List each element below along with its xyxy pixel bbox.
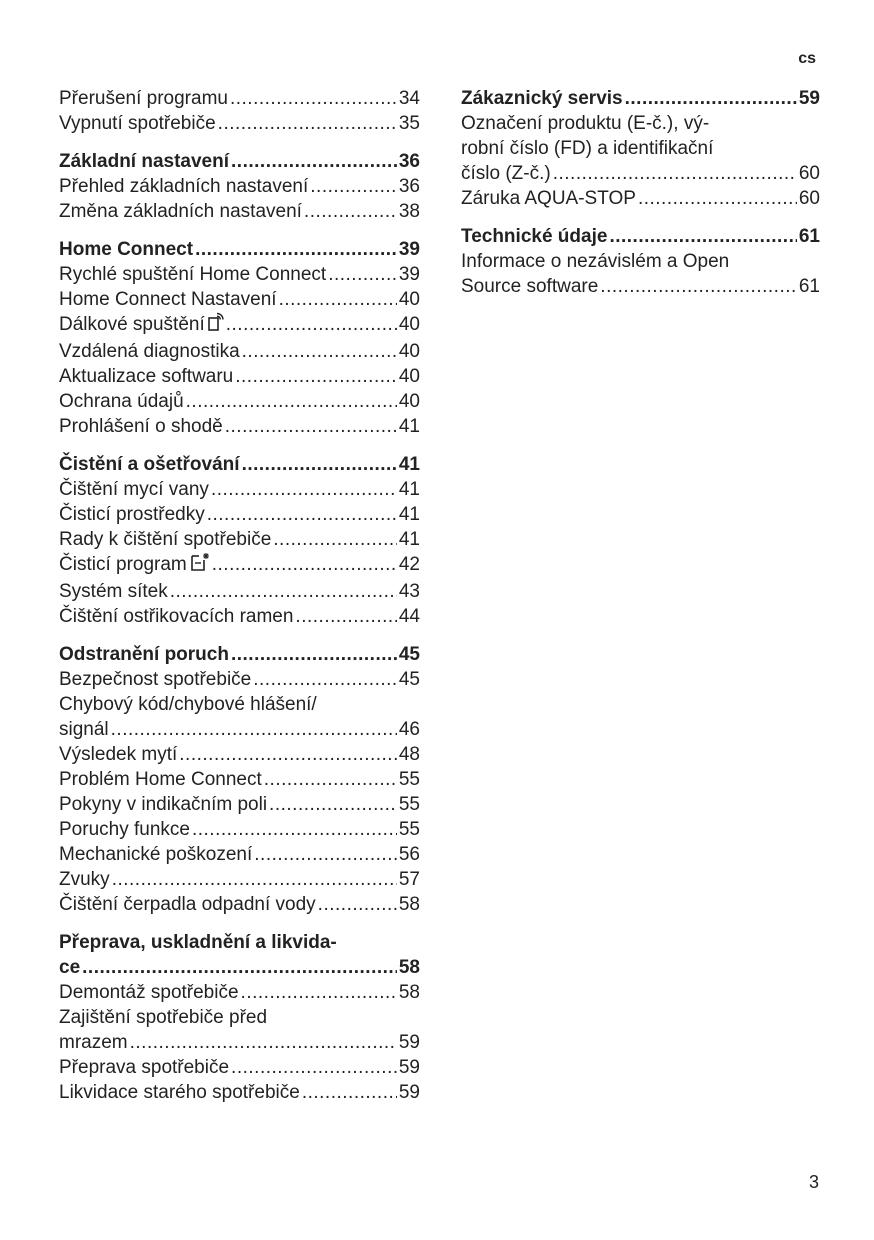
toc-page-number: 41 [398, 529, 420, 550]
dot-leader [179, 742, 397, 767]
toc-entry-ochrana-udaju[interactable] [59, 389, 420, 414]
toc-entry-demontaz-spotrebice[interactable] [59, 980, 420, 1005]
toc-entry-title: Dálkové spuštění [59, 314, 205, 335]
toc-page-number: 57 [398, 869, 420, 890]
toc-entry-title: ce [59, 957, 81, 978]
toc-page-number: 59 [398, 1032, 420, 1053]
dot-leader [186, 389, 397, 414]
toc-entry-title: Odstranění poruch [59, 644, 229, 665]
toc-page-number: 41 [398, 416, 420, 437]
toc-entry-dalkove-spusteni[interactable] [59, 312, 420, 339]
toc-page-number: 58 [398, 894, 420, 915]
dot-leader [225, 414, 397, 439]
toc-entry-zaruka-aqua-stop[interactable] [461, 186, 820, 211]
toc-page-number: 48 [398, 744, 420, 765]
dot-leader [195, 237, 397, 262]
dot-leader [82, 955, 397, 980]
dot-leader [242, 339, 397, 364]
toc-entry-title: Likvidace starého spotřebiče [59, 1082, 300, 1103]
dot-leader [218, 111, 397, 136]
toc-entry-title: Čisticí prostředky [59, 504, 205, 525]
toc-entry-poruchy-funkce[interactable] [59, 817, 420, 842]
toc-entry-title-line: Informace o nezávislém a Open [461, 251, 730, 272]
toc-page-number: 61 [798, 226, 820, 247]
dot-leader [600, 274, 797, 299]
toc-page-number: 41 [398, 504, 420, 525]
toc-page-number: 55 [398, 794, 420, 815]
toc-section [59, 237, 420, 439]
toc-page-number: 61 [798, 276, 820, 297]
toc-page-number: 55 [398, 819, 420, 840]
toc-page-number: 35 [398, 113, 420, 134]
toc-section [59, 149, 420, 224]
toc-page-number: 45 [398, 669, 420, 690]
dot-leader [207, 502, 397, 527]
toc-entry-title: Přerušení programu [59, 88, 228, 109]
dot-leader [192, 817, 397, 842]
toc-entry-title-line: Zajištění spotřebiče před [59, 1007, 268, 1028]
toc-heading-preprava-uskladneni-a-likvida-ce[interactable] [59, 930, 420, 980]
toc-entry-aktualizace-softwaru[interactable] [59, 364, 420, 389]
dot-leader [609, 224, 796, 249]
toc-entry-zvuky[interactable] [59, 867, 420, 892]
remote-start-icon [208, 312, 224, 339]
toc-entry-title: Čištění čerpadla odpadní vody [59, 894, 316, 915]
dot-leader [328, 262, 397, 287]
dot-leader [638, 186, 797, 211]
toc-entry-rychle-spusteni-home-connect[interactable] [59, 262, 420, 287]
toc-entry-title: Home Connect [59, 239, 194, 260]
toc-entry-title: Čisticí program [59, 554, 187, 575]
toc-page-number: 36 [398, 151, 420, 172]
toc-entry-title: mrazem [59, 1032, 128, 1053]
toc-page-number: 40 [398, 391, 420, 412]
dot-leader [254, 842, 397, 867]
toc-entry-title: Ochrana údajů [59, 391, 184, 412]
toc-section [59, 86, 420, 136]
toc-heading-zakladni-nastaveni[interactable] [59, 149, 420, 174]
toc-page-number: 42 [398, 554, 420, 575]
toc-entry-mechanicke-poskozeni[interactable] [59, 842, 420, 867]
toc-entry-title: Vzdálená diagnostika [59, 341, 240, 362]
toc-entry-zajisteni-spotrebice-pred-mrazem[interactable] [59, 1005, 420, 1055]
toc-entry-title: Prohlášení o shodě [59, 416, 223, 437]
toc-entry-vysledek-myti[interactable] [59, 742, 420, 767]
toc-page-number: 41 [398, 479, 420, 500]
dot-leader [318, 892, 397, 917]
toc-entry-cistici-prostredky[interactable] [59, 502, 420, 527]
toc-page-number: 55 [398, 769, 420, 790]
toc-entry-title: Čištění ostřikovacích ramen [59, 606, 294, 627]
toc-page-number: 39 [398, 239, 420, 260]
toc-entry-title: Pokyny v indikačním poli [59, 794, 268, 815]
toc-page-number: 43 [398, 581, 420, 602]
toc-entry-chybovy-kod-chybove-hlaseni-signal[interactable] [59, 692, 420, 742]
toc-entry-system-sitek[interactable] [59, 579, 420, 604]
toc-entry-home-connect-nastaveni[interactable] [59, 287, 420, 312]
dot-leader [295, 604, 396, 629]
toc-entry-cisteni-myci-vany[interactable] [59, 477, 420, 502]
toc-entry-title: číslo (Z-č.) [461, 163, 551, 184]
toc-page-number: 60 [798, 188, 820, 209]
dot-leader [130, 1030, 397, 1055]
dot-leader [264, 767, 397, 792]
toc-page-number: 59 [398, 1082, 420, 1103]
toc-page-number: 40 [398, 289, 420, 310]
dot-leader [242, 452, 397, 477]
dot-leader [111, 717, 397, 742]
toc-entry-title: Změna základních nastavení [59, 201, 302, 222]
toc-page-number: 36 [398, 176, 420, 197]
dot-leader [235, 364, 397, 389]
toc-entry-cisteni-cerpadla-odpadni-vody[interactable] [59, 892, 420, 917]
dot-leader [212, 552, 397, 577]
dot-leader [211, 477, 397, 502]
toc-section [59, 642, 420, 917]
dot-leader [304, 199, 397, 224]
toc-entry-title: signál [59, 719, 109, 740]
toc-entry-title-line: Přeprava, uskladnění a likvida- [59, 932, 337, 953]
toc-entry-title: Mechanické poškození [59, 844, 253, 865]
toc-page-number: 40 [398, 341, 420, 362]
toc-page-number: 39 [398, 264, 420, 285]
toc-entry-title: Vypnutí spotřebiče [59, 113, 216, 134]
toc-page-number: 40 [398, 366, 420, 387]
toc-heading-technicke-udaje[interactable] [461, 224, 820, 249]
dot-leader [241, 980, 397, 1005]
toc-entry-title: Source software [461, 276, 599, 297]
dot-leader [273, 527, 397, 552]
toc-entry-informace-o-nezavislem-a-open-source-software[interactable] [461, 249, 820, 299]
dot-leader [170, 579, 397, 604]
toc-page-number: 44 [398, 606, 420, 627]
toc-page-number: 45 [398, 644, 420, 665]
toc-entry-title: Aktualizace softwaru [59, 366, 234, 387]
dot-leader [310, 174, 397, 199]
toc-section [461, 224, 820, 299]
toc-entry-title: Home Connect Nastavení [59, 289, 277, 310]
toc-entry-likvidace-stareho-spotrebice[interactable] [59, 1080, 420, 1105]
toc-entry-title: Přeprava spotřebiče [59, 1057, 230, 1078]
toc-entry-title: Záruka AQUA-STOP [461, 188, 636, 209]
toc-entry-oznaceni-produktu-e-c-vy-cislo-z-c[interactable] [461, 111, 820, 186]
toc-entry-title: Systém sítek [59, 581, 168, 602]
dot-leader [112, 867, 397, 892]
dot-leader [226, 312, 397, 337]
toc-page-number: 38 [398, 201, 420, 222]
toc-entry-title: Zvuky [59, 869, 110, 890]
toc-entry-title: Rychlé spuštění Home Connect [59, 264, 327, 285]
toc-entry-rady-k-cisteni-spotrebice[interactable] [59, 527, 420, 552]
toc-entry-title-line: Označení produktu (E-č.), vý- [461, 113, 710, 134]
dot-leader [231, 1055, 397, 1080]
dot-leader [231, 642, 397, 667]
toc-entry-title: Demontáž spotřebiče [59, 982, 239, 1003]
toc-entry-title: Technické údaje [461, 226, 608, 247]
toc-entry-title: Problém Home Connect [59, 769, 262, 790]
toc-heading-zakaznicky-servis[interactable] [461, 86, 820, 111]
toc-entry-title: Čištění mycí vany [59, 479, 209, 500]
toc-entry-title: Zákaznický servis [461, 88, 623, 109]
toc-entry-title: Výsledek mytí [59, 744, 178, 765]
toc-page-number: 34 [398, 88, 420, 109]
toc-heading-odstraneni-poruch[interactable] [59, 642, 420, 667]
language-code: cs [798, 50, 816, 67]
toc-column-left [59, 86, 420, 1118]
toc-page-number: 58 [398, 957, 420, 978]
toc-heading-home-connect[interactable] [59, 237, 420, 262]
dot-leader [302, 1080, 397, 1105]
toc-page-number: 59 [398, 1057, 420, 1078]
toc-entry-title: Přehled základních nastavení [59, 176, 309, 197]
toc-page-number: 60 [798, 163, 820, 184]
toc-entry-title: Poruchy funkce [59, 819, 190, 840]
toc-heading-cisteni-a-osetrovani[interactable] [59, 452, 420, 477]
page-number: 3 [808, 1172, 819, 1192]
toc-entry-zmena-zakladnich-nastaveni[interactable] [59, 199, 420, 224]
toc-page-number: 59 [798, 88, 820, 109]
dot-leader [269, 792, 397, 817]
toc-entry-bezpecnost-spotrebice[interactable] [59, 667, 420, 692]
toc-page-number: 46 [398, 719, 420, 740]
toc-entry-title: Základní nastavení [59, 151, 230, 172]
toc-page-number: 41 [398, 454, 420, 475]
toc-entry-preprava-spotrebice[interactable] [59, 1055, 420, 1080]
toc-entry-title: Bezpečnost spotřebiče [59, 669, 252, 690]
toc-page-number: 40 [398, 314, 420, 335]
dot-leader [253, 667, 397, 692]
toc-section [461, 86, 820, 211]
toc-entry-problem-home-connect[interactable] [59, 767, 420, 792]
toc-entry-title: Rady k čištění spotřebiče [59, 529, 272, 550]
toc-entry-vypnuti-spotrebice[interactable] [59, 111, 420, 136]
toc-section [59, 930, 420, 1105]
dot-leader [231, 149, 397, 174]
toc-entry-prehled-zakladnich-nastaveni[interactable] [59, 174, 420, 199]
toc-entry-cistici-program[interactable] [59, 552, 420, 579]
toc-column-right [461, 86, 820, 312]
toc-page-number: 56 [398, 844, 420, 865]
dot-leader [553, 161, 797, 186]
toc-entry-vzdalena-diagnostika[interactable] [59, 339, 420, 364]
toc-entry-title-line: robní číslo (FD) a identifikační [461, 138, 714, 159]
toc-entry-title: Čistění a ošetřování [59, 454, 240, 475]
dot-leader [230, 86, 397, 111]
dot-leader [625, 86, 797, 111]
cleaning-program-icon [190, 552, 210, 579]
dot-leader [279, 287, 397, 312]
toc-entry-prohlaseni-o-shode[interactable] [59, 414, 420, 439]
toc-entry-title-line: Chybový kód/chybové hlášení/ [59, 694, 317, 715]
toc-entry-pokyny-v-indikacnim-poli[interactable] [59, 792, 420, 817]
toc-section [59, 452, 420, 629]
toc-entry-cisteni-ostrikovacich-ramen[interactable] [59, 604, 420, 629]
toc-page-number: 58 [398, 982, 420, 1003]
toc-entry-preruseni-programu[interactable] [59, 86, 420, 111]
